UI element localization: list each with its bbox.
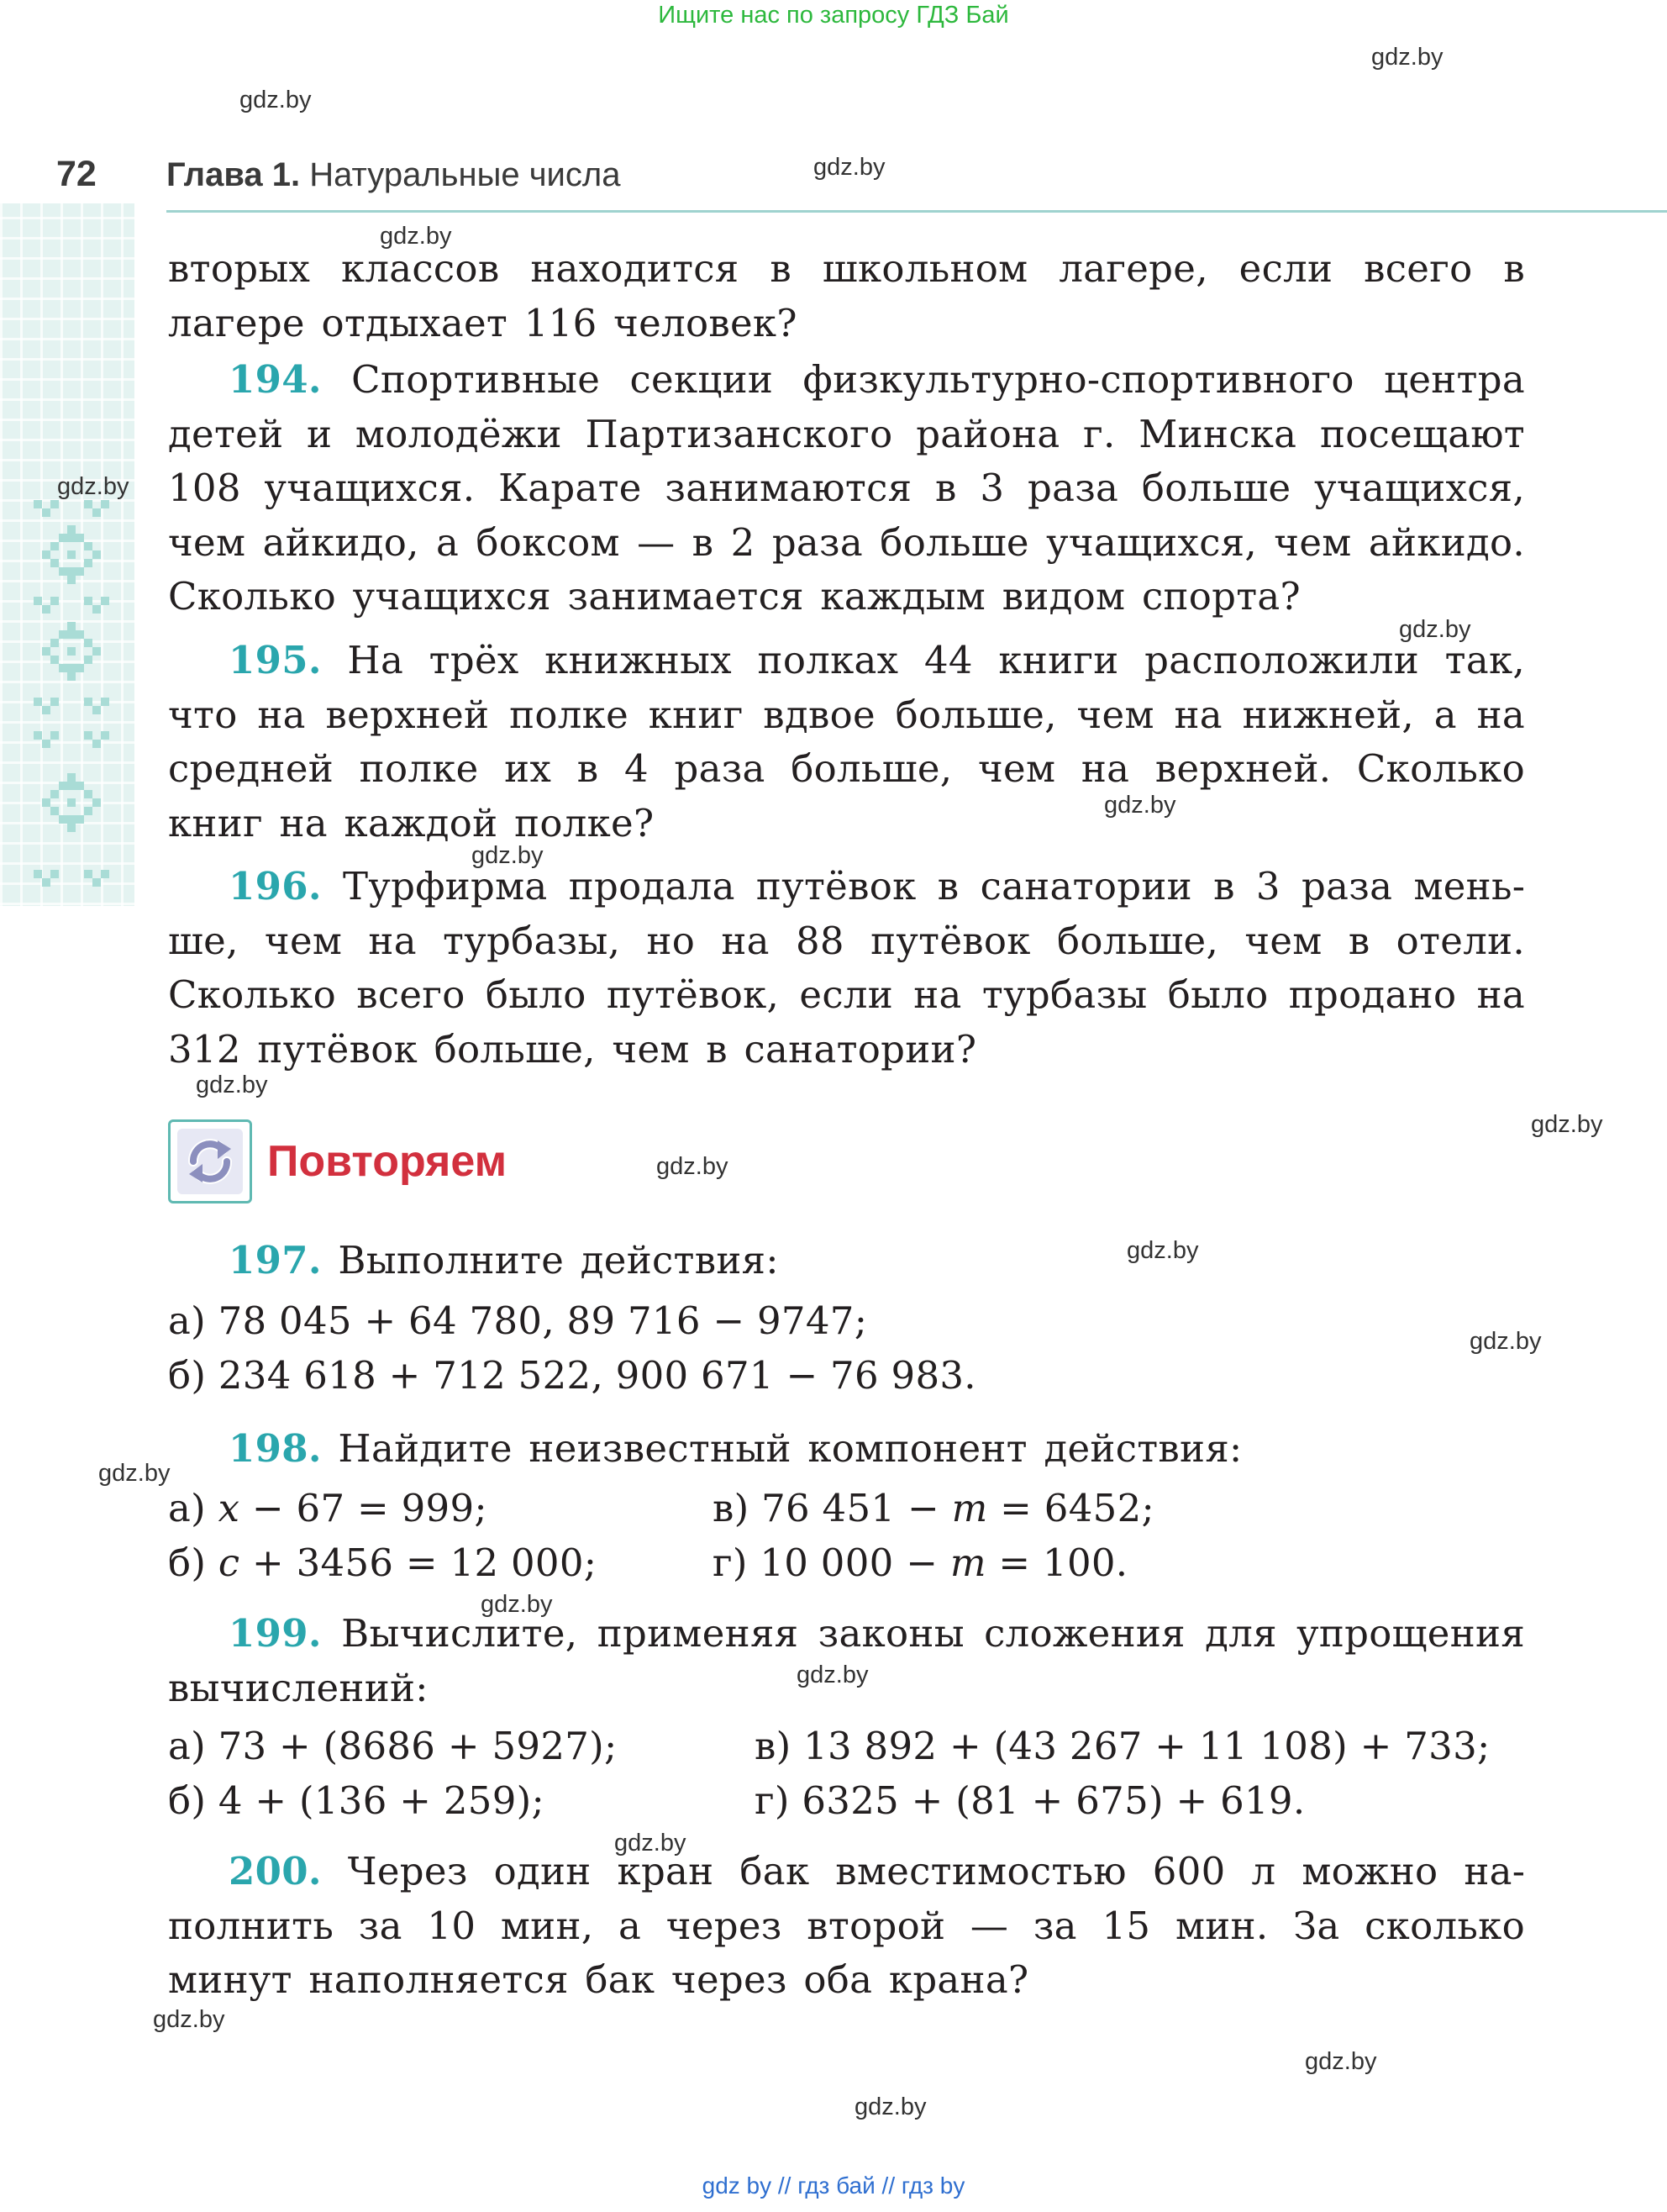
item-rest: + 3456 = 12 000; (239, 1540, 597, 1585)
watermark: gdz.by (153, 2006, 225, 2033)
top-banner: Ищите нас по запросу ГДЗ Бай (658, 2, 1009, 29)
problem-197-b: б) 234 618 + 712 522, 900 671 − 76 983. (168, 1353, 976, 1398)
item-label: а) (168, 1486, 206, 1530)
watermark: gdz.by (1399, 616, 1471, 643)
watermark: gdz.by (1470, 1328, 1542, 1355)
item-label: в) 76 451 − (713, 1486, 952, 1530)
variable: c (218, 1540, 240, 1585)
problem-text: Найдите неизвестный компонент действия: (338, 1426, 1243, 1471)
watermark: gdz.by (813, 154, 886, 181)
watermark: gdz.by (380, 223, 452, 250)
variable: m (949, 1540, 986, 1585)
problem-199 (168, 1607, 1525, 1715)
watermark: gdz.by (1371, 44, 1444, 71)
variable: x (218, 1486, 240, 1530)
watermark: gdz.by (855, 2094, 927, 2120)
problem-198-v (713, 1486, 1154, 1530)
problem-197 (168, 1234, 1525, 1288)
watermark: gdz.by (1127, 1237, 1199, 1264)
problem-195 (168, 634, 1525, 851)
refresh-cycle-icon (168, 1119, 252, 1203)
problem-198-b (168, 1540, 597, 1585)
problem-198-g (713, 1540, 1128, 1585)
problem-199-g: г) 6325 + (81 + 675) + 619. (755, 1778, 1306, 1823)
problem-number: 197. (229, 1238, 322, 1282)
watermark: gdz.by (1104, 792, 1176, 819)
bottom-banner: gdz by // гдз бай // гдз by (702, 2172, 965, 2199)
problem-199-b: б) 4 + (136 + 259); (168, 1778, 544, 1823)
problem-198 (168, 1422, 1525, 1477)
watermark: gdz.by (797, 1662, 869, 1688)
problem-text: Через один кран бак вместимостью 600 л можно наполнить за 10 мин, а через второй — за 15 мин. За сколько минут наполняется бак через оба крана? (168, 1849, 1525, 2002)
watermark: gdz.by (57, 473, 129, 500)
chapter-heading (166, 156, 620, 194)
problem-text: Выполните действия: (338, 1238, 779, 1282)
problem-198-a (168, 1486, 487, 1530)
watermark: gdz.by (481, 1591, 553, 1618)
watermark: gdz.by (656, 1153, 728, 1180)
problem-number: 198. (229, 1426, 322, 1471)
problem-text: Турфирма продала путёвок в санатории в 3 раза меньше, чем на турбазы, но на 88 путёвок больше, чем в отели. Сколько всего было путёвок, если на турбазы было продано на 312 путёвок больше, чем в санатории? (168, 864, 1525, 1072)
chapter-title: Натуральные числа (309, 156, 621, 193)
variable: m (951, 1486, 988, 1530)
problem-200 (168, 1845, 1525, 2008)
item-rest: = 100. (986, 1540, 1128, 1585)
ornament-icon (34, 500, 109, 895)
problem-number: 194. (229, 357, 322, 402)
problem-number: 199. (229, 1611, 322, 1656)
review-title: Повторяем (267, 1137, 507, 1186)
problem-196 (168, 860, 1525, 1077)
item-rest: − 67 = 999; (239, 1486, 487, 1530)
item-label: г) 10 000 − (713, 1540, 950, 1585)
problem-text: На трёх книжных полках 44 книги расположили так, что на верхней полке книг вдвое больше, чем на нижней, а на средней полке их в 4 раза больше, чем на верхней. Сколько книг на каждой полке? (168, 638, 1525, 845)
problem-text: Вычислите, применяя законы сложения для упрощения вычислений: (168, 1611, 1526, 1710)
item-rest: = 6452; (987, 1486, 1154, 1530)
problem-194 (168, 353, 1525, 624)
watermark: gdz.by (196, 1072, 268, 1098)
problem-number: 200. (229, 1849, 322, 1893)
problem-199-a: а) 73 + (8686 + 5927); (168, 1724, 618, 1768)
header-rule (166, 210, 1667, 213)
watermark: gdz.by (98, 1460, 171, 1487)
item-label: б) (168, 1540, 207, 1585)
problem-text: Спортивные секции физкультурно-спортивного центра детей и молодёжи Партизанского района г. Минска посещают 108 учащихся. Карате занимаются в 3 раза больше учащихся, чем айкидо, а боксом — в 2 раза больше учащихся, чем айкидо. Сколько учащихся занимается каждым видом спорта? (168, 357, 1525, 619)
chapter-label: Глава 1. (166, 156, 301, 193)
problem-199-v: в) 13 892 + (43 267 + 11 108) + 733; (755, 1724, 1491, 1768)
watermark: gdz.by (1305, 2048, 1377, 2075)
continuation-text: вторых классов находится в школьном лагере, если всего в лагере отдыхает 116 человек? (168, 246, 1525, 345)
problem-number: 195. (229, 638, 322, 682)
problem-197-a: а) 78 045 + 64 780, 89 716 − 9747; (168, 1298, 868, 1343)
watermark: gdz.by (471, 842, 544, 869)
watermark: gdz.by (614, 1830, 686, 1856)
watermark: gdz.by (1531, 1111, 1603, 1138)
page-number: 72 (56, 154, 97, 194)
problem-number: 196. (229, 864, 322, 908)
watermark: gdz.by (239, 87, 312, 113)
